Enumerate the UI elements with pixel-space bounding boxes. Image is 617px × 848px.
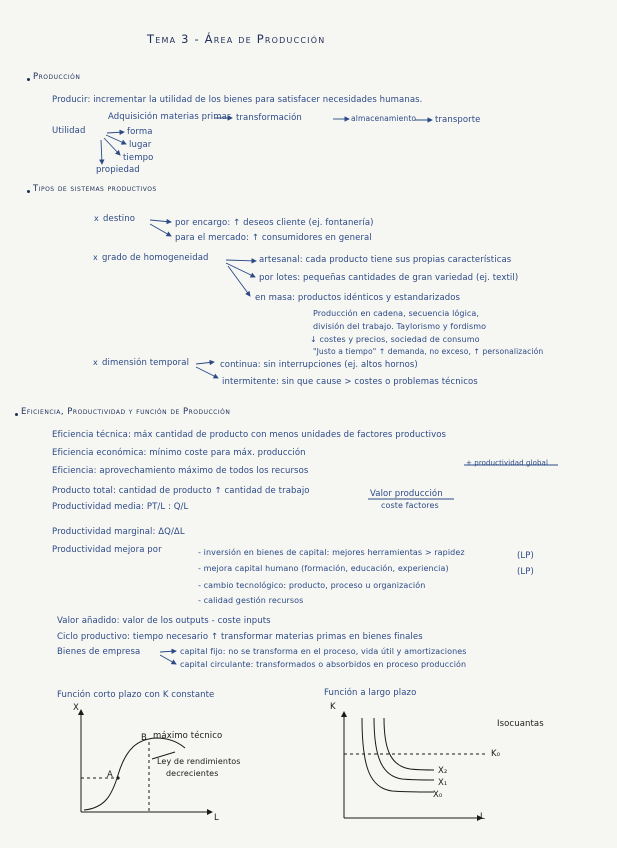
temporal-item: intermitente: sin que cause > costes o problemas técnicos — [222, 377, 478, 387]
eficiencia-line: Eficiencia: aprovechamiento máximo de todos los recursos — [52, 466, 309, 476]
ley-rendimientos-label: decrecientes — [166, 769, 219, 778]
eficiencia-line: Eficiencia técnica: máx cantidad de producto con menos unidades de factores productivos — [52, 430, 447, 440]
section-heading-eficiencia: Eficiencia, Productividad y función de Producción — [21, 407, 231, 417]
valor-anadido-line: Valor añadido: valor de los outputs - coste inputs — [57, 616, 271, 626]
long-run-y-label: K — [330, 702, 336, 712]
lp-tag: (LP) — [517, 551, 534, 561]
utilidad-item: lugar — [129, 140, 152, 150]
flow-step-transporte: transporte — [435, 115, 481, 125]
cross-marker-icon: x — [94, 214, 99, 223]
short-run-graph-title: Función corto plazo con K constante — [57, 690, 215, 700]
homogeneidad-item: en masa: productos idénticos y estandarizados — [255, 293, 461, 303]
eficiencia-line: Producto total: cantidad de producto ↑ cantidad de trabajo — [52, 486, 310, 496]
long-run-x-label: L — [480, 812, 485, 822]
utilidad-item: forma — [127, 127, 153, 137]
productividad-global-note: + productividad global — [466, 459, 548, 467]
bullet-icon — [27, 190, 30, 193]
mejora-item: - inversión en bienes de capital: mejores herramientas > rapidez — [198, 548, 465, 557]
eficiencia-line: Eficiencia económica: mínimo coste para máx. producción — [52, 448, 306, 458]
eficiencia-line: Productividad mejora por — [52, 545, 162, 555]
cross-marker-icon: x — [93, 253, 98, 262]
bullet-icon — [15, 413, 18, 416]
homogeneidad-label: grado de homogeneidad — [102, 253, 209, 263]
destino-label: destino — [103, 214, 136, 224]
point-a-label: A — [107, 770, 113, 780]
masa-note: división del trabajo. Taylorismo y fordismo — [313, 322, 487, 331]
section-heading-produccion: Producción — [33, 72, 81, 82]
temporal-item: continua: sin interrupciones (ej. altos hornos) — [220, 360, 418, 370]
mejora-item: - cambio tecnológico: producto, proceso u organización — [198, 581, 426, 590]
masa-note: "Justo a tiempo" ↑ demanda, no exceso, ↑ personalización — [313, 347, 544, 356]
masa-note: Producción en cadena, secuencia lógica, — [313, 309, 480, 318]
eficiencia-line: Productividad media: PT/L : Q/L — [52, 502, 189, 512]
isoquant-label: X₁ — [438, 778, 448, 788]
homogeneidad-item: artesanal: cada producto tiene sus propias características — [259, 255, 512, 265]
flow-step-transformacion: transformación — [236, 113, 302, 123]
bienes-item: capital fijo: no se transforma en el proceso, vida útil y amortizaciones — [180, 647, 467, 656]
k0-label: K₀ — [491, 749, 501, 759]
producir-definition: Producir: incrementar la utilidad de los bienes para satisfacer necesidades humanas. — [52, 95, 423, 105]
flow-step-adquisicion: Adquisición materias primas — [108, 112, 232, 122]
utilidad-item: propiedad — [96, 165, 140, 175]
valor-produccion-numerator: Valor producción — [370, 489, 443, 499]
bienes-label: Bienes de empresa — [57, 647, 141, 657]
ciclo-productivo-line: Ciclo productivo: tiempo necesario ↑ transformar materias primas en bienes finales — [57, 632, 423, 642]
bienes-item: capital circulante: transformados o absorbidos en proceso producción — [180, 660, 467, 669]
homogeneidad-item: por lotes: pequeñas cantidades de gran variedad (ej. textil) — [259, 273, 519, 283]
section-heading-tipos: Tipos de sistemas productivos — [33, 184, 157, 194]
bullet-icon — [27, 78, 30, 81]
mejora-item: - mejora capital humano (formación, educación, experiencia) — [198, 564, 449, 573]
max-tecnico-label: máximo técnico — [153, 731, 223, 741]
flow-step-almacenamiento: almacenamiento — [351, 114, 417, 123]
page-title: Tema 3 - Área de Producción — [147, 32, 326, 46]
isocuantas-label: Isocuantas — [497, 719, 544, 729]
mejora-item: - calidad gestión recursos — [198, 596, 304, 605]
valor-produccion-denominator: coste factores — [381, 501, 439, 510]
short-run-y-label: X — [73, 703, 79, 713]
short-run-x-label: L — [214, 813, 219, 823]
temporal-label: dimensión temporal — [102, 358, 190, 368]
isoquant-label: X₀ — [433, 790, 443, 800]
long-run-graph-title: Función a largo plazo — [324, 688, 417, 698]
masa-note: ↓ costes y precios, sociedad de consumo — [310, 335, 480, 344]
destino-item: por encargo: ↑ deseos cliente (ej. fontanería) — [175, 218, 374, 228]
isoquant-label: X₂ — [438, 766, 448, 776]
cross-marker-icon: x — [93, 358, 98, 367]
utilidad-item: tiempo — [123, 153, 154, 163]
ley-rendimientos-label: Ley de rendimientos — [157, 757, 241, 766]
lp-tag: (LP) — [517, 567, 534, 577]
point-b-label: B — [141, 733, 147, 743]
destino-item: para el mercado: ↑ consumidores en general — [175, 233, 372, 243]
utilidad-label: Utilidad — [52, 126, 86, 136]
eficiencia-line: Productividad marginal: ΔQ/ΔL — [52, 527, 185, 537]
